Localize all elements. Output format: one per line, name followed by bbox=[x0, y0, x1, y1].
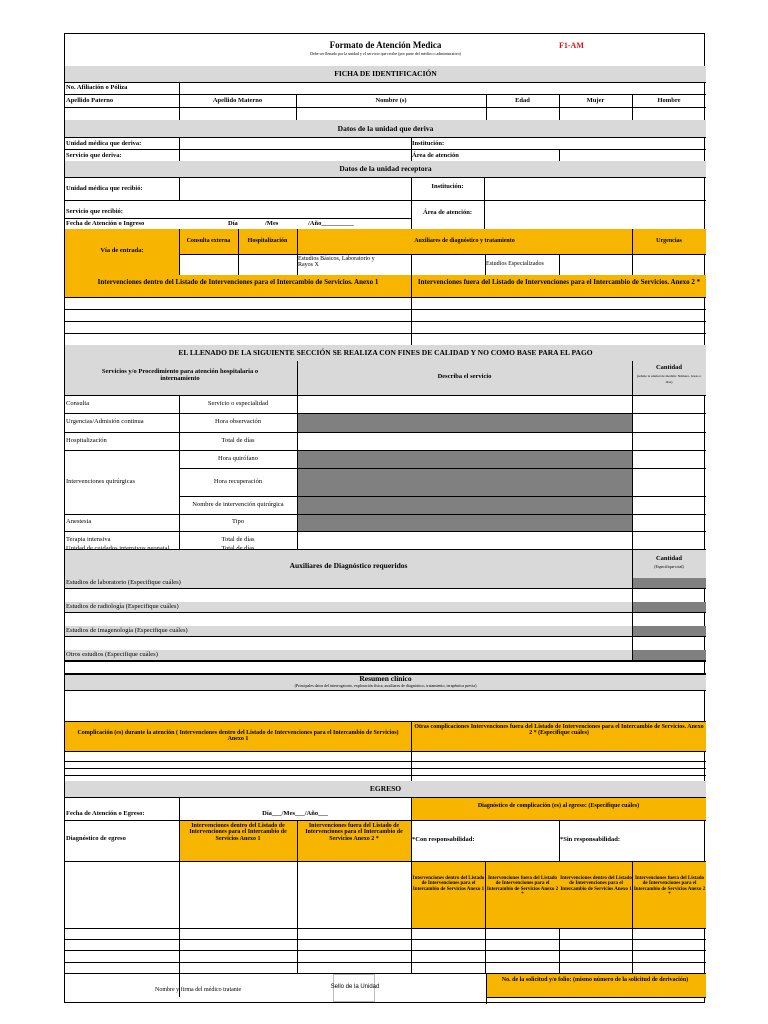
consulta-externa-checkbox[interactable] bbox=[180, 255, 238, 275]
fecha-ingreso-label: Fecha de Atención o Ingreso bbox=[66, 220, 145, 227]
egreso-int-fuera-header: Intervenciones fuera del Listado de Intervenciones para el Intercambio de Servicios Anexo 2 * bbox=[305, 823, 403, 842]
calidad-row-label: Anestesia bbox=[66, 518, 92, 525]
nombre-label: Nombre (s) bbox=[375, 97, 407, 104]
hombre-checkbox[interactable] bbox=[633, 108, 705, 120]
unidad-recibio-label: Unidad médica que recibió: bbox=[66, 185, 143, 192]
section-ficha-title: FICHA DE IDENTIFICACIÓN bbox=[334, 69, 437, 78]
estudios-especializados-option[interactable]: Estudios Especializados bbox=[486, 261, 544, 267]
calidad-row-describa-field[interactable] bbox=[298, 532, 632, 549]
col-cantidad-note: (señale la unidad de medida: Número, horas o días) bbox=[636, 374, 702, 384]
complicaciones-dentro-header: Complicación (es) durante la atención ( Intervenciones dentro del Listado de Intervenciones para el Intercambio de Servicios) Anexo 1 bbox=[77, 730, 399, 743]
auxiliar-row-label: Estudios de imagenología (Especifique cuáles) bbox=[66, 627, 188, 634]
calidad-row-sub: Total de días bbox=[221, 436, 255, 444]
institucion-deriva-label: Institución: bbox=[412, 140, 445, 147]
sin-responsabilidad-label: *Sin responsabilidad: bbox=[560, 836, 621, 843]
unidad-deriva-field[interactable] bbox=[180, 138, 411, 149]
calidad-row-describa-field bbox=[298, 414, 632, 432]
egreso-int-dentro-header: Intervenciones dentro del Listado de Intervenciones para el Intercambio de Servicios Anexo 1 bbox=[189, 823, 287, 842]
unidad-recibio-field[interactable] bbox=[180, 178, 411, 200]
apellido-materno-label: Apellido Materno bbox=[212, 97, 263, 104]
mujer-checkbox[interactable] bbox=[560, 108, 632, 120]
auxiliar-row-field[interactable] bbox=[65, 637, 632, 649]
hospitalizacion-label: Hospitalización bbox=[247, 238, 288, 244]
calidad-row-cantidad-field[interactable] bbox=[633, 396, 705, 413]
nombre-field[interactable] bbox=[297, 108, 486, 120]
institucion-recibio-label: Institución: bbox=[431, 183, 464, 190]
auxiliar-row-cantidad-field[interactable] bbox=[633, 637, 705, 649]
resumen-note: (Principales datos del interrogatorio, exploración física, auxiliares de diagnóstico, tratamiento, terapéutica previa) bbox=[294, 683, 477, 688]
complicaciones-fuera-header: Otras complicaciones Intervenciones fuera del Listado de Intervenciones para el Intercambio de Servicios. Anexo 2 * (Especifique cuáles) bbox=[414, 724, 704, 737]
auxiliar-row-label: Estudios de radiología (Especifique cuáles) bbox=[66, 603, 179, 610]
resumen-field[interactable] bbox=[65, 691, 706, 721]
calidad-row-label: Intervenciones quirúrgicas bbox=[66, 477, 136, 485]
institucion-deriva-field[interactable] bbox=[486, 138, 705, 149]
calidad-row-describa-field[interactable] bbox=[298, 396, 632, 413]
con-resp-fuera-header: Intervenciones fuera del Listado de Intervenciones para el Intercambio de Servicios Anexo 2 * bbox=[486, 876, 559, 897]
calidad-row-label: Terapia intensiva bbox=[66, 535, 111, 543]
intervenciones-fuera-header: Intervenciones fuera del Listado de Intervenciones para el Intercambio de Servicios. Anexo 2 * bbox=[417, 278, 701, 286]
egreso-title: EGRESO bbox=[369, 784, 402, 793]
area-deriva-label: Área de atención bbox=[412, 152, 459, 159]
col-servicios-header: Servicios y/o Procedimiento para atención hospitalaria o internamiento bbox=[101, 368, 259, 382]
servicio-recibio-field[interactable] bbox=[180, 201, 411, 218]
con-responsabilidad-label: *Con responsabilidad: bbox=[412, 836, 475, 843]
hospitalizacion-checkbox[interactable] bbox=[239, 255, 297, 275]
calidad-row-cantidad-field[interactable] bbox=[633, 414, 705, 432]
solicitud-folio-header: No. de la solicitud y/o folio: (mismo número de la solicitud de derivación) bbox=[501, 977, 689, 983]
apellido-materno-field[interactable] bbox=[180, 108, 296, 120]
servicio-deriva-field[interactable] bbox=[180, 150, 411, 161]
auxiliar-row-label: Estudios de laboratorio (Especifique cuáles) bbox=[66, 579, 181, 586]
auxiliar-row-cantidad-cell bbox=[633, 650, 706, 660]
calidad-row-sub: Nombre de intervención quirúrgica bbox=[192, 500, 284, 508]
fecha-dia-label: Día bbox=[228, 220, 238, 227]
auxiliares-title: Auxiliares de Diagnóstico requeridos bbox=[289, 561, 408, 570]
calidad-row-cantidad-field[interactable] bbox=[633, 515, 705, 531]
col-cantidad-header: Cantidad bbox=[655, 364, 682, 371]
calidad-row-cantidad-field[interactable] bbox=[633, 469, 705, 496]
fecha-egreso-format[interactable]: Día___/Mes___/Año___ bbox=[262, 810, 328, 817]
egreso-int-dentro-field[interactable] bbox=[180, 862, 297, 928]
sin-resp-fuera-header: Intervenciones fuera del Listado de Intervenciones para el Intercambio de Servicios Anexo 2 * bbox=[633, 876, 706, 897]
auxiliar-row-cantidad-cell bbox=[633, 578, 706, 588]
egreso-int-fuera-field[interactable] bbox=[298, 862, 411, 928]
institucion-recibio-field[interactable] bbox=[485, 178, 705, 200]
intervenciones-dentro-header: Intervenciones dentro del Listado de Intervenciones para el Intercambio de Servicios. Anexo 1 bbox=[97, 278, 379, 286]
calidad-row-describa-field bbox=[298, 515, 632, 531]
apellido-paterno-field[interactable] bbox=[65, 108, 179, 120]
auxiliares-entrada-label: Auxiliares de diagnóstico y tratamiento bbox=[414, 238, 515, 244]
calidad-row-label: Consulta bbox=[66, 399, 90, 407]
auxiliar-row-field[interactable] bbox=[65, 613, 632, 625]
calidad-row-sub: Hora quirófano bbox=[218, 454, 258, 462]
afiliacion-label: No. Afiliación o Póliza bbox=[66, 84, 128, 91]
estudios-basicos-option[interactable]: Estudios Básicos, Laboratorio y Rayos X bbox=[298, 256, 375, 269]
auxiliar-row-field[interactable] bbox=[65, 589, 632, 601]
urgencias-label: Urgencias bbox=[656, 238, 682, 244]
calidad-row-label: Urgencias/Admisión continua bbox=[66, 418, 144, 425]
resumen-title: Resumen clínico bbox=[359, 674, 412, 683]
fecha-egreso-label: Fecha de Atención o Egreso: bbox=[66, 810, 145, 817]
calidad-row-sub: Servicio o especialidad bbox=[207, 399, 269, 407]
area-recibio-label: Área de atención: bbox=[423, 209, 472, 216]
via-entrada-label: Vía de entrada: bbox=[100, 247, 144, 254]
edad-label: Edad bbox=[515, 97, 530, 104]
calidad-row-cantidad-field[interactable] bbox=[633, 497, 705, 514]
diag-egreso-field[interactable] bbox=[65, 862, 179, 928]
calidad-row-sub: Tipo bbox=[231, 518, 245, 525]
atencion-medica-form bbox=[64, 33, 705, 1003]
servicio-recibio-label: Servicio que recibió: bbox=[66, 208, 123, 215]
urgencias-checkbox[interactable] bbox=[633, 255, 705, 275]
auxiliar-row-cantidad-field[interactable] bbox=[633, 661, 705, 673]
auxiliares-cantidad-header: Cantidad bbox=[655, 555, 682, 562]
calidad-row-describa-field bbox=[298, 451, 632, 468]
auxiliar-row-cantidad-cell bbox=[633, 602, 706, 612]
auxiliar-row-field[interactable] bbox=[65, 661, 632, 673]
area-deriva-field[interactable] bbox=[560, 150, 705, 161]
hombre-label: Hombre bbox=[657, 97, 681, 104]
firma-medico-label: Nombre y firma del médico tratante bbox=[155, 987, 242, 993]
mujer-label: Mujer bbox=[586, 97, 605, 104]
calidad-row-cantidad-field[interactable] bbox=[633, 532, 705, 549]
calidad-row-sub: Total de días bbox=[221, 544, 255, 552]
form-title: Formato de Atención Medica bbox=[329, 40, 442, 50]
apellido-paterno-label: Apellido Paterno bbox=[66, 97, 114, 104]
section-receptora-title: Datos de la unidad receptora bbox=[339, 164, 432, 173]
calidad-row-sub: Hora observación bbox=[214, 418, 262, 425]
diag-egreso-label: Diagnóstico de egreso bbox=[66, 835, 126, 842]
sello-label: Sello de la Unidad bbox=[330, 984, 380, 990]
sin-resp-dentro-header: Intervenciones dentro del Listado de Intervenciones para el Intercambio de Servicios Anexo 1 bbox=[560, 876, 632, 892]
auxiliar-row-cantidad-field[interactable] bbox=[633, 613, 705, 625]
auxiliar-row-cantidad-cell bbox=[633, 626, 706, 636]
edad-field[interactable] bbox=[487, 108, 559, 120]
auxiliar-row-cantidad-field[interactable] bbox=[633, 589, 705, 601]
fecha-anio-label: /Año__________ bbox=[308, 220, 354, 227]
consulta-externa-label: Consulta externa bbox=[186, 238, 231, 244]
calidad-row-sub: Total de días bbox=[221, 535, 255, 543]
calidad-row-describa-field[interactable] bbox=[298, 433, 632, 450]
auxiliar-row-label: Otros estudios (Especifique cuáles) bbox=[66, 651, 158, 658]
form-subtitle: Debe ser llenado por la unidad y el servicio que recibe (por parte del médico o administrativo) bbox=[310, 51, 461, 56]
afiliacion-field[interactable] bbox=[180, 83, 704, 94]
calidad-row-cantidad-field[interactable] bbox=[633, 451, 705, 468]
calidad-row-describa-field bbox=[298, 469, 632, 496]
col-describa-header: Describa el servicio bbox=[437, 373, 492, 380]
section-deriva-title: Datos de la unidad que deriva bbox=[337, 124, 434, 133]
con-resp-dentro-header: Intervenciones dentro del Listado de Intervenciones para el Intercambio de Servicios Anexo 1 bbox=[412, 876, 485, 892]
unidad-deriva-label: Unidad médica que deriva: bbox=[66, 140, 142, 147]
calidad-row-sub: Hora recuperación bbox=[213, 477, 263, 485]
fecha-mes-label: /Mes bbox=[265, 220, 279, 227]
calidad-row-cantidad-field[interactable] bbox=[633, 433, 705, 450]
calidad-banner: EL LLENADO DE LA SIGUIENTE SECCIÓN SE REALIZA CON FINES DE CALIDAD Y NO COMO BASE PARA EL PAGO bbox=[178, 348, 593, 357]
area-recibio-field[interactable] bbox=[485, 201, 705, 229]
form-code: F1-AM bbox=[559, 41, 584, 50]
calidad-row-label: Unidad de cuidados intensivos neonatal bbox=[66, 544, 170, 552]
calidad-row-describa-field bbox=[298, 497, 632, 514]
diag-complicacion-header: Diagnóstico de complicación (es) al egreso: (Especifique cuáles) bbox=[477, 803, 640, 809]
servicio-deriva-label: Servicio que deriva: bbox=[66, 152, 122, 159]
auxiliares-cantidad-note: (Especifique total) bbox=[654, 564, 684, 569]
calidad-row-label: Hospitalización bbox=[66, 436, 107, 444]
